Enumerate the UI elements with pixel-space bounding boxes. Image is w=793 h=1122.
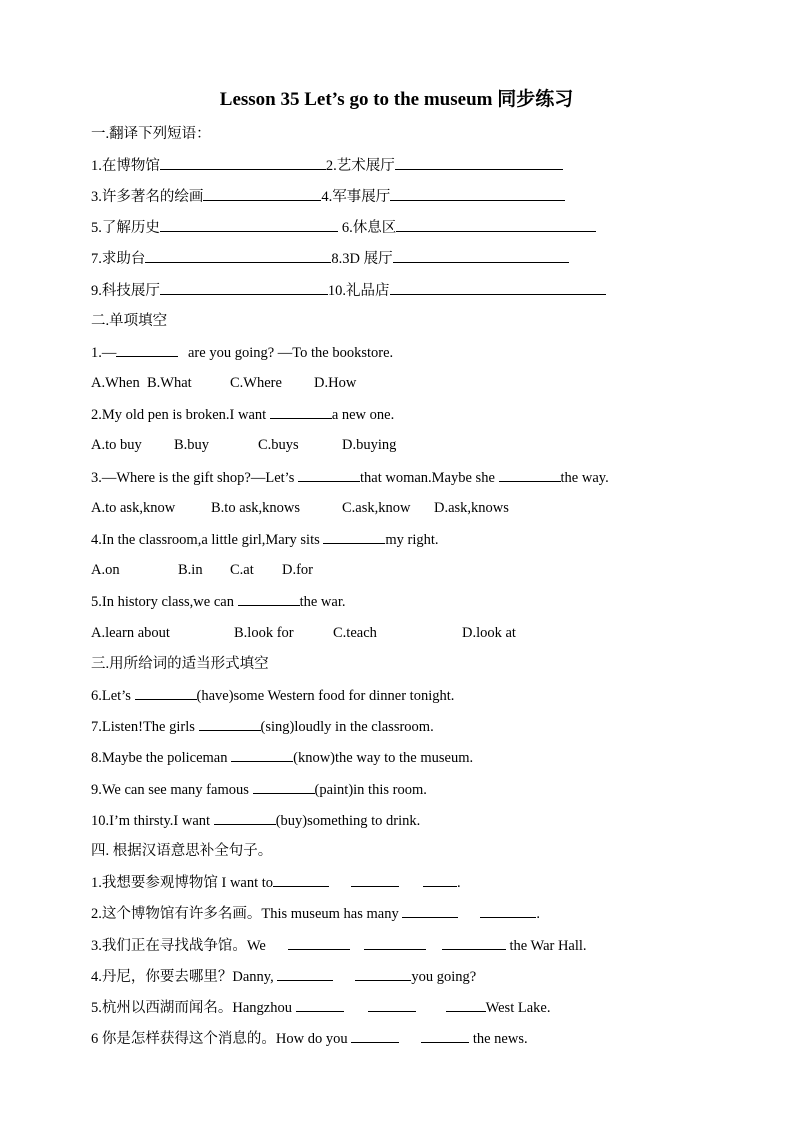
question-text: the news. (469, 1031, 528, 1047)
answer-blank[interactable] (442, 935, 506, 950)
phrase-prompt: 3.许多著名的绘画 (91, 189, 204, 205)
question-text: 6.Let’s (91, 688, 135, 704)
answer-blank[interactable] (364, 935, 426, 950)
question-5-options (91, 623, 551, 643)
option-c[interactable]: C.Where (230, 375, 282, 391)
translation-item (91, 935, 587, 956)
question-text: (have)some Western food for dinner tonight. (196, 688, 455, 704)
answer-blank[interactable] (368, 997, 416, 1012)
section1-heading: 一.翻译下列短语： (91, 126, 211, 142)
answer-blank[interactable] (253, 779, 315, 794)
question-text: 3.—Where is the gift shop?—Let’s (91, 470, 298, 486)
option-d[interactable]: D.for (282, 562, 314, 578)
question-text: 4.In the classroom,a little girl,Mary sits (91, 532, 324, 548)
question-text: that woman.Maybe she (359, 470, 499, 486)
answer-blank[interactable] (298, 467, 360, 482)
fill-item (91, 685, 454, 706)
question-text: the way. (560, 470, 609, 486)
answer-blank[interactable] (390, 280, 606, 295)
phrase-prompt: 7.求助台 (91, 251, 146, 267)
question-text: 5.杭州以西湖而闻名。Hangzhou (91, 1000, 296, 1016)
answer-blank[interactable] (396, 217, 596, 232)
translation-item (91, 903, 540, 924)
question-text: (paint)in this room. (314, 782, 427, 798)
answer-blank[interactable] (214, 810, 276, 825)
option-d[interactable]: D.ask,knows (434, 500, 509, 516)
answer-blank[interactable] (480, 903, 536, 918)
option-a[interactable]: A.to buy (91, 437, 142, 453)
section2-heading: 二.单项填空 (91, 313, 168, 329)
question-text: (know)the way to the museum. (293, 750, 474, 766)
option-a[interactable]: A.When (91, 375, 140, 391)
question-4-options (91, 560, 351, 580)
phrase-prompt: 2.艺术展厅 (325, 158, 395, 174)
answer-blank[interactable] (288, 935, 350, 950)
answer-blank[interactable] (402, 903, 458, 918)
phrase-prompt: 6.休息区 (341, 220, 397, 236)
question-text: 3.我们正在寻找战争馆。We (91, 938, 266, 954)
question-text: 9.We can see many famous (91, 782, 253, 798)
option-b[interactable]: B.look for (234, 625, 294, 641)
answer-blank[interactable] (273, 872, 329, 887)
section1-row (91, 186, 565, 207)
option-b[interactable]: B.What (147, 375, 192, 391)
answer-blank[interactable] (423, 872, 457, 887)
question-3 (91, 467, 609, 488)
question-text: the War Hall. (505, 938, 587, 954)
question-1-options (91, 373, 411, 393)
option-c[interactable]: C.ask,know (342, 500, 411, 516)
page-title: Lesson 35 Let’s go to the museum 同步练习 (219, 89, 574, 110)
fill-item (91, 779, 427, 800)
translation-item (91, 997, 550, 1018)
section1-row (91, 155, 563, 176)
question-1 (91, 342, 393, 363)
answer-blank[interactable] (355, 966, 411, 981)
phrase-prompt: 5.了解历史 (91, 220, 160, 236)
answer-blank[interactable] (277, 966, 333, 981)
answer-blank[interactable] (446, 997, 486, 1012)
question-text: 5.In history class,we can (91, 594, 238, 610)
option-a[interactable]: A.to ask,know (91, 500, 176, 516)
answer-blank[interactable] (231, 747, 293, 762)
answer-blank[interactable] (393, 248, 569, 263)
fill-item (91, 747, 473, 768)
question-text: West Lake. (485, 1000, 551, 1016)
phrase-prompt: 9.科技展厅 (91, 283, 160, 299)
option-c[interactable]: C.teach (333, 625, 377, 641)
answer-blank[interactable] (160, 280, 328, 295)
question-text: (buy)something to drink. (275, 813, 421, 829)
question-text: you going? (411, 969, 477, 985)
answer-blank[interactable] (116, 342, 178, 357)
question-text: 1.我想要参观博物馆 I want to (91, 875, 274, 891)
question-5 (91, 591, 345, 612)
question-text: 1.— (91, 345, 117, 361)
answer-blank[interactable] (351, 872, 399, 887)
answer-blank[interactable] (499, 467, 561, 482)
answer-blank[interactable] (135, 685, 197, 700)
section3-heading: 三.用所给词的适当形式填空 (91, 656, 269, 672)
translation-item (91, 1028, 528, 1049)
section4-heading: 四. 根据汉语意思补全句子。 (91, 843, 273, 859)
option-c[interactable]: C.at (230, 562, 254, 578)
fill-item (91, 716, 434, 737)
answer-blank[interactable] (421, 1028, 469, 1043)
question-text: . (536, 906, 540, 922)
answer-blank[interactable] (351, 1028, 399, 1043)
question-text: 2.这个博物馆有许多名画。This museum has many (91, 906, 403, 922)
phrase-prompt: 1.在博物馆 (91, 158, 160, 174)
option-d[interactable]: D.look at (462, 625, 516, 641)
translation-item (91, 872, 461, 893)
answer-blank[interactable] (203, 186, 321, 201)
section1-row (91, 248, 569, 269)
question-text: . (457, 875, 461, 891)
question-text: the war. (299, 594, 346, 610)
question-text: my right. (385, 532, 439, 548)
answer-blank[interactable] (390, 186, 565, 201)
option-b[interactable]: B.to ask,knows (211, 500, 301, 516)
option-a[interactable]: A.on (91, 562, 120, 578)
question-text: are you going? —To the bookstore. (184, 345, 394, 361)
answer-blank[interactable] (238, 591, 300, 606)
question-text: 6 你是怎样获得这个消息的。How do you (91, 1031, 352, 1047)
answer-blank[interactable] (160, 155, 326, 170)
section1-row (91, 217, 596, 238)
fill-item (91, 810, 420, 831)
phrase-prompt: 10.礼品店 (327, 283, 390, 299)
answer-blank[interactable] (296, 997, 344, 1012)
answer-blank[interactable] (199, 716, 261, 731)
phrase-prompt: 4.军事展厅 (321, 189, 391, 205)
section1-row (91, 280, 606, 301)
question-text: 7.Listen!The girls (91, 719, 199, 735)
answer-blank[interactable] (160, 217, 338, 232)
answer-blank[interactable] (395, 155, 563, 170)
phrase-prompt: 8.3D 展厅 (331, 251, 393, 267)
question-2 (91, 404, 394, 425)
question-text: 10.I’m thirsty.I want (91, 813, 214, 829)
option-a[interactable]: A.learn about (91, 625, 170, 641)
question-4 (91, 529, 439, 550)
option-d[interactable]: D.How (314, 375, 357, 391)
option-d[interactable]: D.buying (342, 437, 397, 453)
option-b[interactable]: B.buy (174, 437, 210, 453)
question-text: a new one. (331, 407, 395, 423)
translation-item (91, 966, 476, 987)
question-text: 2.My old pen is broken.I want (91, 407, 270, 423)
question-text: (sing)loudly in the classroom. (260, 719, 434, 735)
option-c[interactable]: C.buys (258, 437, 299, 453)
question-text: 4.丹尼，你要去哪里？Danny, (91, 969, 278, 985)
option-b[interactable]: B.in (178, 562, 203, 578)
question-text: 8.Maybe the policeman (91, 750, 232, 766)
question-2-options (91, 435, 411, 455)
answer-blank[interactable] (145, 248, 331, 263)
question-3-options (91, 498, 531, 518)
answer-blank[interactable] (270, 404, 332, 419)
answer-blank[interactable] (323, 529, 385, 544)
